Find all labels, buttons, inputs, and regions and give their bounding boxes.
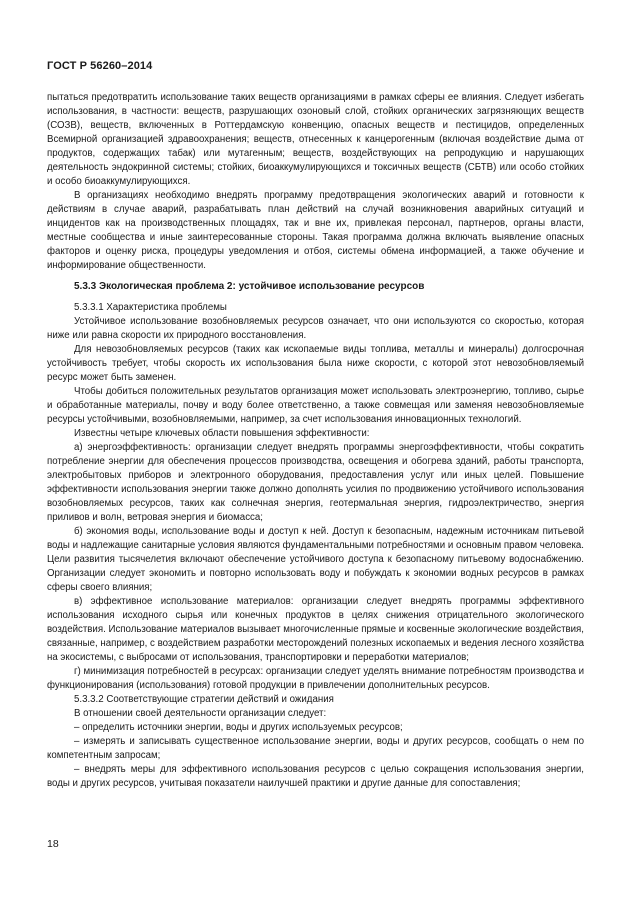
paragraph: Устойчивое использование возобновляемых ресурсов означает, что они используются со скоростью, которая ниже или равна скорости их природного восстановления. [47, 316, 584, 341]
paragraph: Известны четыре ключевых области повышения эффективности: [74, 428, 370, 439]
paragraph: пытаться предотвратить использование таких веществ организациями в рамках сферы ее влияния. Следует избегать использования, в частности: веществ, разрушающих озоновый слой, стойких органических загрязняющих веществ (СОЗВ), веществ, включенных в Роттердамскую конвенцию, опасных веществ и пестицидов, определенных Всемирной организацией здравоохранения; веществ, отнесенных к канцерогенным (включая воздействие дыма от продуктов, содержащих табак) или мутагенным; веществ, воздействующих на репродукцию и нарушающих деятельность эндокринной системы; стойких, биоаккумулирующихся и токсичных веществ (СБТВ) или особо стойких и особо биоаккумулирующихся. [47, 92, 584, 187]
section-heading: 5.3.3 Экологическая проблема 2: устойчивое использование ресурсов [74, 281, 425, 292]
list-item: – определить источники энергии, воды и других используемых ресурсов; [74, 722, 403, 733]
list-item: а) энергоэффективность: организации следует внедрять программы энергоэффективности, чтобы сократить потребление энергии для обеспечения процессов производства, освещения и обогрева зданий, работы транспорта, электробытовых приборов и электронного оборудования, предоставления услуг или иных целей. Повышение эффективности использования энергии также должно дополнять усилия по продвижению устойчивого использования возобновляемых ресурсов, таких как солнечная энергия, геотермальная энергия, гидроэлектричество, энергия приливов и волн, ветровая энергия и биомасса; [47, 442, 584, 523]
paragraph: В отношении своей деятельности организации следует: [74, 708, 327, 719]
list-item: в) эффективное использование материалов: организации следует внедрять программы эффективного использования исходного сырья или конечных продуктов в целях снижения отрицательного экологического воздействия. Использование материалов вызывает многочисленные прямые и косвенные экологические воздействия, связанные, например, с воздействием разработки месторождений полезных ископаемых и ведения лесного хозяйства на экосистемы, с выбросами от использования, транспортировки и переработки материалов; [47, 596, 584, 663]
paragraph: В организациях необходимо внедрять программу предотвращения экологических аварий и готовности к действиям в случае аварий, разрабатывать план действий на случай возникновения аварийных ситуаций и инцидентов как на производственных площадях, так и вне их, привлекая персонал, партнеров, органы власти, местные сообщества и иные заинтересованные стороны. Такая программа должна включать выявление опасных факторов и оценку риска, процедуры уведомления и отбоя, системы обмена информацией, а также обучение и информирование общественности. [47, 190, 584, 271]
list-item: г) минимизация потребностей в ресурсах: организации следует уделять внимание потребностям производства и функционирования (использования) готовой продукции в привлечении дополнительных ресурсов. [47, 666, 584, 691]
subsection-heading: 5.3.3.2 Соответствующие стратегии действий и ожидания [74, 694, 334, 705]
paragraph: Для невозобновляемых ресурсов (таких как ископаемые виды топлива, металлы и минералы) долгосрочная устойчивость требует, чтобы скорость их использования была ниже скорости, с которой этот невозобновляемый ресурс может быть заменен. [47, 344, 584, 383]
page-number: 18 [47, 838, 59, 850]
paragraph: Чтобы добиться положительных результатов организация может использовать электроэнергию, топливо, сырье и обработанные материалы, почву и воду более ответственно, а также совмещая или заменяя невозобновляемые ресурсы устойчивыми, возобновляемыми, например, за счет использования инновационных технологий. [47, 386, 584, 425]
subsection-heading: 5.3.3.1 Характеристика проблемы [74, 302, 227, 313]
list-item: – измерять и записывать существенное использование энергии, воды и других ресурсов, сообщать о нем по компетентным запросам; [47, 736, 584, 761]
list-item: – внедрять меры для эффективного использования ресурсов с целью сокращения использования энергии, воды и других ресурсов, учитывая показатели наилучшей практики и другие данные для сопоставления; [47, 764, 584, 789]
list-item: б) экономия воды, использование воды и доступ к ней. Доступ к безопасным, надежным источникам питьевой воды и надлежащие санитарные условия являются фундаментальными потребностями и основным правом человека. Цели развития тысячелетия включают обеспечение устойчивого доступа к безопасному питьевому водоснабжению. Организации следует экономить и повторно использовать воду и побуждать к экономии водных ресурсов в рамках сферы своего влияния; [47, 526, 584, 593]
document-body [47, 91, 584, 791]
standard-header: ГОСТ Р 56260–2014 [47, 60, 153, 72]
